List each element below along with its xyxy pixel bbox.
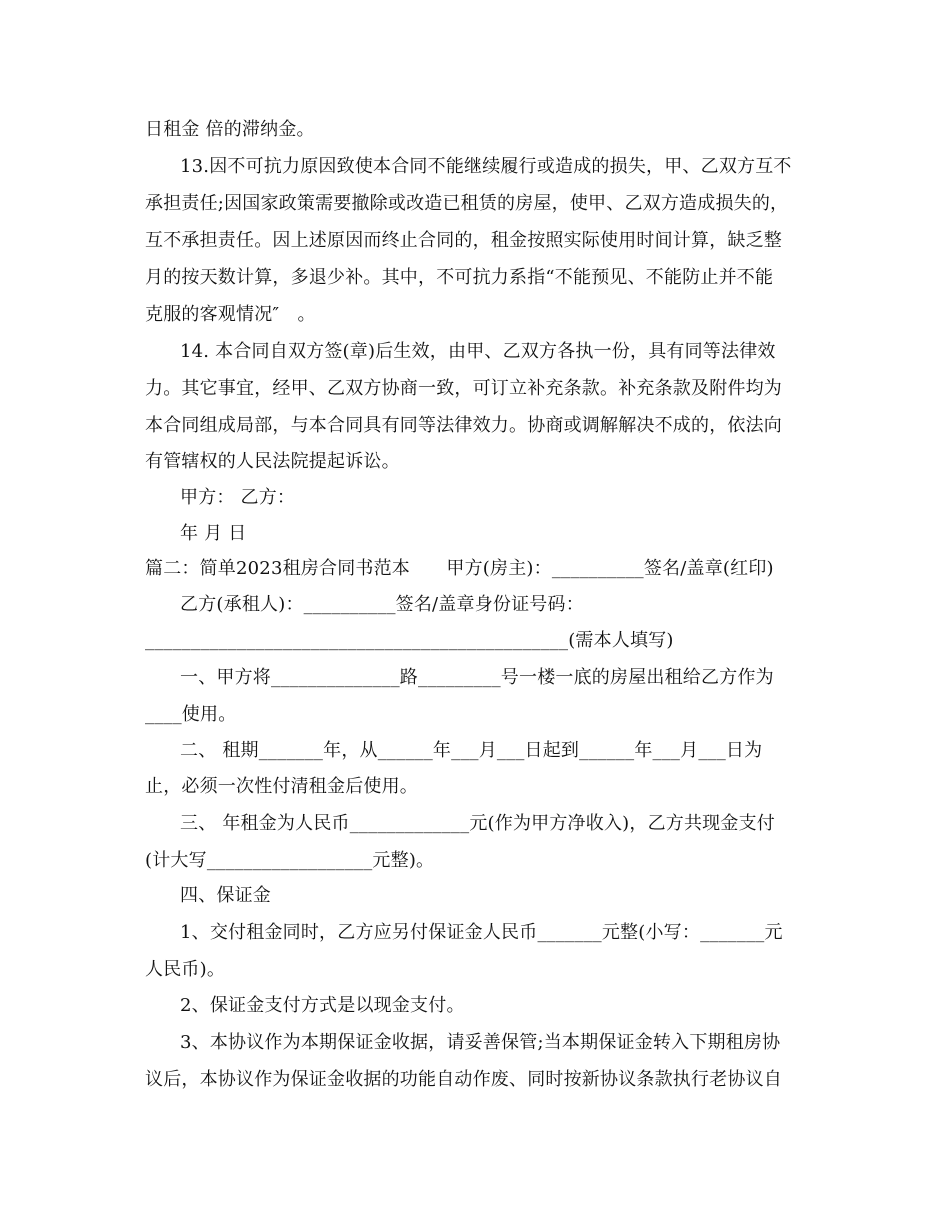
text-line: 乙方(承租人)：__________签名/盖章身份证号码： <box>180 594 584 615</box>
clause-line: 3、本协议作为本期保证金收据，请妥善保管;当本期保证金转入下期租房协 <box>180 1032 781 1053</box>
text-line: (计大写__________________元整)。 <box>145 850 435 871</box>
text-line: 克服的客观情况″ 。 <box>145 304 316 325</box>
signature-parties-line: 甲方： 乙方： <box>180 487 296 508</box>
text-line: 止，必须一次性付清租金后使用。 <box>145 776 418 797</box>
section-heading-line: 篇二：简单2023租房合同书范本 甲方(房主)：__________签名/盖章(红印) <box>145 558 774 579</box>
text-line: ______________________________________________(需本人填写) <box>145 630 674 651</box>
text-line: 本合同组成局部，与本合同具有同等法律效力。协商或调解解决不成的，依法向 <box>145 415 782 436</box>
text-line: 力。其它事宜，经甲、乙双方协商一致，可订立补充条款。补充条款及附件均为 <box>145 378 782 399</box>
text-line: 有管辖权的人民法院提起诉讼。 <box>145 451 400 472</box>
text-line: 日租金 倍的滞纳金。 <box>145 119 315 140</box>
clause-line: 1、交付租金同时，乙方应另付保证金人民币_______元整(小写：_______元 <box>180 922 783 943</box>
text-line: 月的按天数计算，多退少补。其中，不可抗力系指“不能预见、不能防止并不能 <box>145 267 774 288</box>
text-line: 互不承担责任。因上述原因而终止合同的，租金按照实际使用时间计算，缺乏整 <box>145 230 782 251</box>
clause-line: 一、甲方将______________路_________号一楼一底的房屋出租给乙方作为 <box>180 667 774 688</box>
text-line: 人民币)。 <box>145 959 226 980</box>
text-line: 议后，本协议作为保证金收据的功能自动作废、同时按新协议条款执行老协议自 <box>145 1069 782 1090</box>
text-line: 承担责任;因国家政策需要撤除或改造已租赁的房屋，使甲、乙双方造成损失的， <box>145 193 789 214</box>
date-line: 年 月 日 <box>180 523 247 544</box>
text-line: 13.因不可抗力原因致使本合同不能继续履行或造成的损失，甲、乙双方互不 <box>180 156 792 177</box>
clause-line: 三、 年租金为人民币_____________元(作为甲方净收入)，乙方共现金支付 <box>180 813 775 834</box>
clause-line: 二、 租期_______年，从______年___月___日起到______年___月___日为 <box>180 740 763 761</box>
text-line: ____使用。 <box>145 704 237 725</box>
text-line: 14. 本合同自双方签(章)后生效，由甲、乙双方各执一份，具有同等法律效 <box>180 341 776 362</box>
section-heading-line: 四、保证金 <box>180 885 271 906</box>
clause-line: 2、保证金支付方式是以现金支付。 <box>180 995 465 1016</box>
